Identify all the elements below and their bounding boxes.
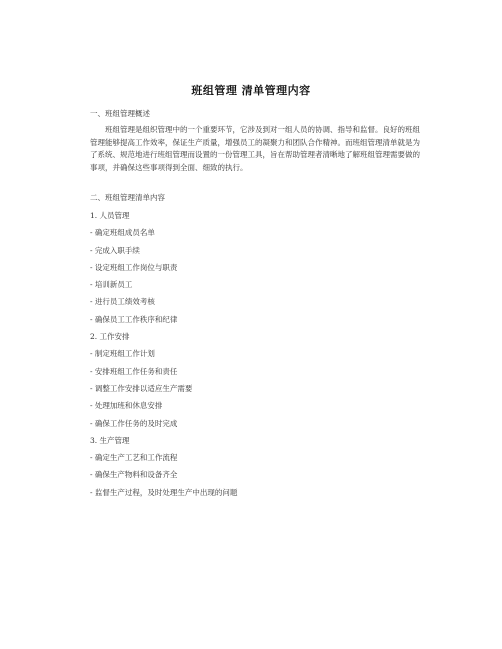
list-item: 3. 生产管理 <box>90 435 130 445</box>
list-item: - 安排班组工作任务和责任 <box>90 366 178 376</box>
list-item: - 确保工作任务的及时完成 <box>90 418 178 428</box>
section-1-heading: 一、班组管理概述 <box>90 109 150 118</box>
list-item: - 监督生产过程，及时处理生产中出现的问题 <box>90 487 238 497</box>
list-item: - 进行员工绩效考核 <box>90 297 155 307</box>
list-item: - 确保员工工作秩序和纪律 <box>90 314 178 324</box>
section-1-paragraph: 班组管理是组织管理中的一个重要环节，它涉及到对一组人员的协调、指导和监督。良好的班组管理能够提高工作效率，保证生产质量，增强员工的凝聚力和团队合作精神。而班组管理清单就是为了系统、规范地进行班组管理而设置的一份管理工具，旨在帮助管理者清晰地了解班组管理需要做的事项，并确保这些事项得到全面、细致的执行。 <box>90 125 420 172</box>
list-item: - 制定班组工作计划 <box>90 349 155 359</box>
list-item: - 处理加班和休息安排 <box>90 401 163 411</box>
list-item: - 培训新员工 <box>90 280 133 290</box>
list-item: 1. 人员管理 <box>90 211 130 220</box>
list-item: - 设定班组工作岗位与职责 <box>90 262 178 272</box>
list-item: - 确保生产物料和设备齐全 <box>90 470 178 480</box>
document-title: 班组管理 清单管理内容 <box>191 84 311 97</box>
list-item: - 完成入职手续 <box>90 245 140 255</box>
list-item: - 确定生产工艺和工作流程 <box>90 453 178 463</box>
checklist <box>90 210 237 504</box>
list-item: 2. 工作安排 <box>90 332 130 342</box>
list-item: - 确定班组成员名单 <box>90 228 155 238</box>
list-item: - 调整工作安排以适应生产需要 <box>90 383 193 393</box>
section-2-heading: 二、班组管理清单内容 <box>90 193 165 202</box>
